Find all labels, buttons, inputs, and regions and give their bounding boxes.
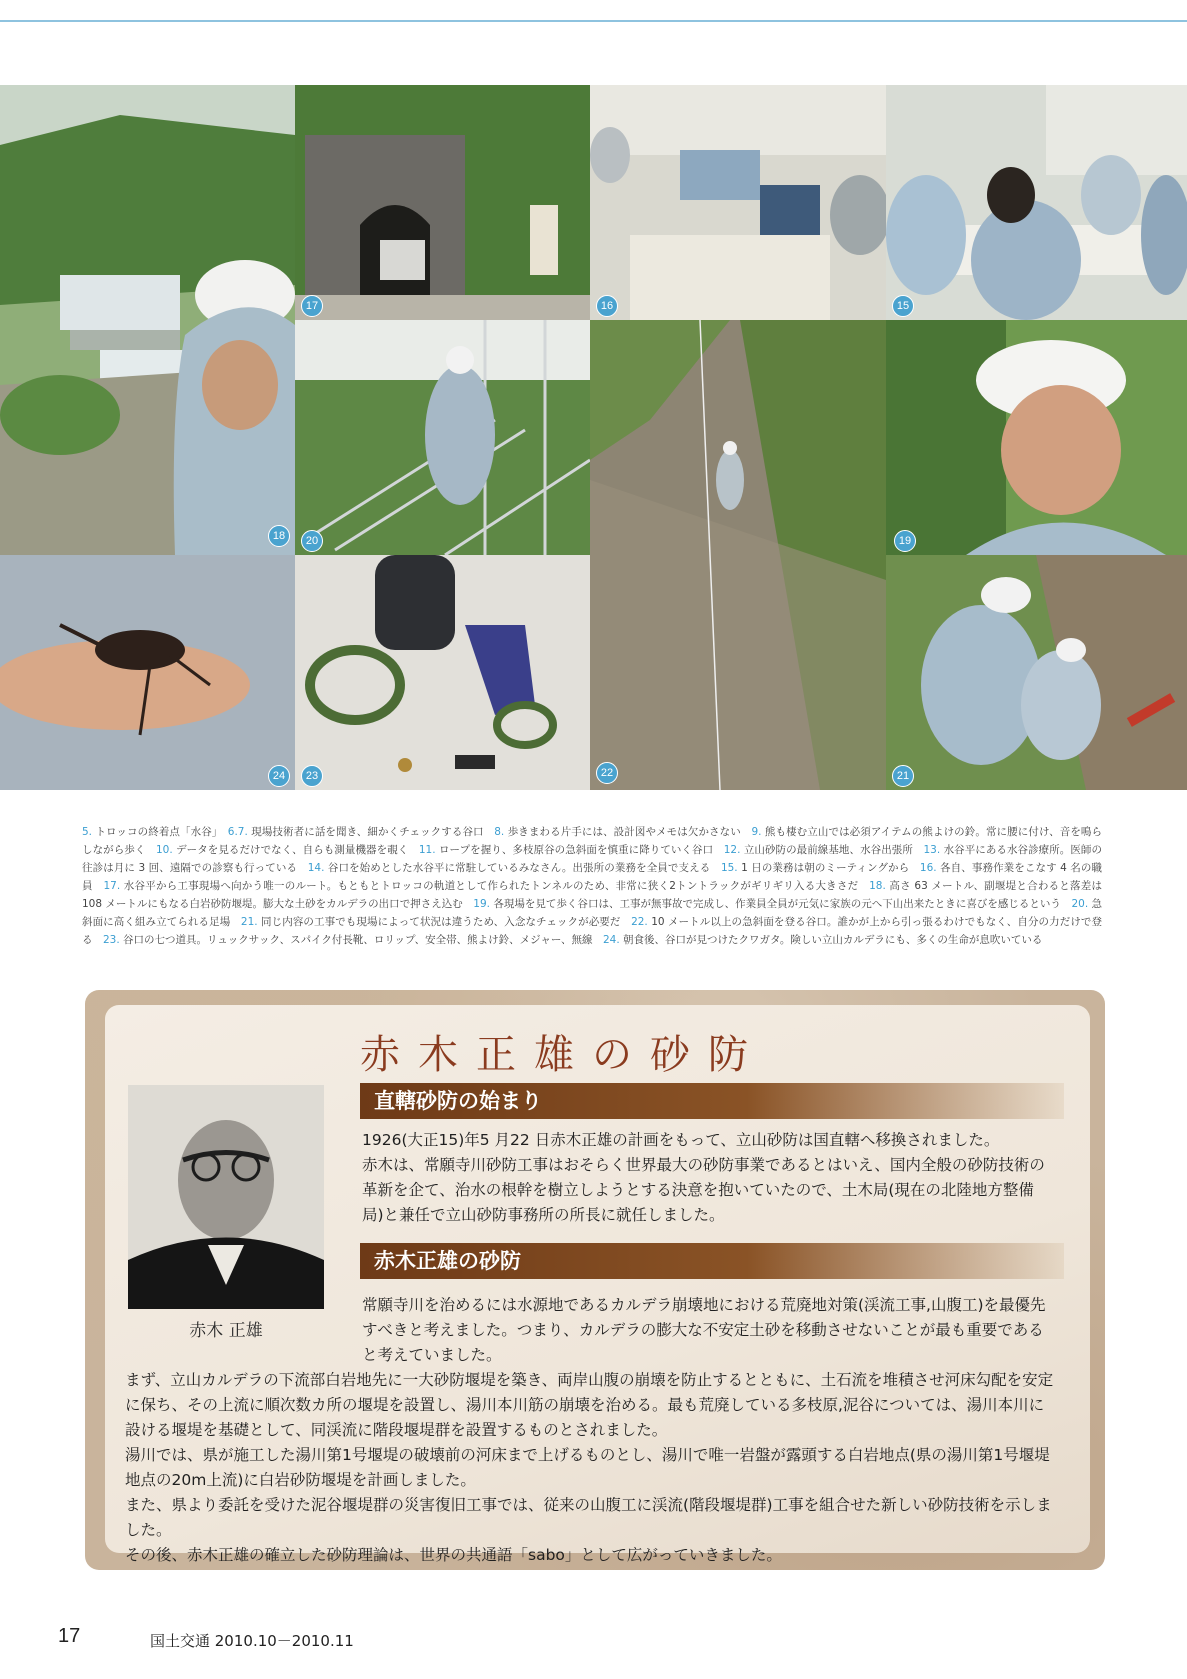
caption-number: 20. xyxy=(1071,898,1092,910)
caption-text: 立山砂防の最前線基地、水谷出張所 xyxy=(743,844,924,856)
photo-site-check xyxy=(886,555,1187,790)
photo-dam-worker xyxy=(0,85,295,555)
caption-text: 水谷平から工事現場へ向かう唯一のルート。もともとトロッコの軌道として作られたトンネルのため、非常に狭く2トントラックがギリギリ入る大きさだ xyxy=(123,880,870,892)
photo-scaffolding-image xyxy=(295,320,590,555)
photo-stag-beetle xyxy=(0,555,295,790)
caption-text: 急斜面に高く組み立てられる足場 xyxy=(82,898,1103,928)
photo-site-check-image xyxy=(886,555,1187,790)
caption-text: ロープを握り、多枝原谷の急斜面を慎重に降りていく谷口 xyxy=(438,844,724,856)
caption-number: 16. xyxy=(919,862,941,874)
photo-number-badge: 22 xyxy=(596,762,618,784)
caption-number: 12. xyxy=(723,844,744,856)
caption-number: 13. xyxy=(923,844,944,856)
caption-text: 1 日の業務は朝のミーティングから xyxy=(741,862,920,874)
caption-text: 朝食後、谷口が見つけたクワガタ。険しい立山カルデラにも、多くの生命が息吹いている xyxy=(623,934,1053,946)
caption-text: 谷口を始めとした水谷平に常駐しているみなさん。出張所の業務を全員で支える xyxy=(327,862,721,874)
caption-text: 高さ 63 メートル、副堰堤と合わると落差は 108 メートルにもなる白岩砂防堰堤。膨大な土砂をカルデラの出口で押さえ込む xyxy=(82,880,1103,910)
caption-text: 各現場を見て歩く谷口は、工事が無事故で完成し、作業員全員が元気に家族の元へ下山出来たときに喜びを感じるという xyxy=(493,898,1072,910)
section2-body xyxy=(125,1368,1055,1568)
photo-number-badge: 16 xyxy=(596,295,618,317)
photo-worker-helmet xyxy=(886,320,1187,555)
caption-number: 24. xyxy=(603,934,624,946)
photo-captions xyxy=(82,823,1102,949)
caption-number: 15. xyxy=(720,862,742,874)
portrait-caption: 赤木 正雄 xyxy=(189,1321,263,1341)
caption-text: データを見るだけでなく、自らも測量機器を覗く xyxy=(176,844,419,856)
caption-number: 10. xyxy=(155,844,177,856)
photo-office-desk xyxy=(590,85,886,320)
feature-title: 赤木正雄の砂防 xyxy=(360,1032,766,1078)
photo-slope-image xyxy=(590,320,886,790)
caption-number: 14. xyxy=(307,862,328,874)
photo-number-badge: 20 xyxy=(301,530,323,552)
caption-number: 17. xyxy=(103,880,124,892)
caption-number: 8. xyxy=(494,826,508,838)
photo-dam-image xyxy=(0,85,295,555)
caption-text: 歩きまわる片手には、設計図やメモは欠かさない xyxy=(507,826,752,838)
section2-intro xyxy=(362,1293,1052,1368)
caption-text: 10 メートル以上の急斜面を登る谷口。誰かが上から引っ張るわけでもなく、自分の力だけで登る xyxy=(82,916,1102,946)
portrait-image xyxy=(128,1085,324,1309)
caption-number: 23. xyxy=(103,934,124,946)
photo-tunnel xyxy=(295,85,590,320)
top-rule xyxy=(0,20,1187,22)
photo-number-badge: 21 xyxy=(892,765,914,787)
photo-tunnel-image xyxy=(295,85,590,320)
photo-slope-climb xyxy=(590,320,886,790)
portrait-photo xyxy=(128,1085,324,1309)
caption-text: 水谷平にある水谷診療所。医師の往診は月に 3 回、遠隔での診察も行っている xyxy=(82,844,1102,874)
caption-number: 11. xyxy=(418,844,439,856)
caption-number: 22. xyxy=(631,916,652,928)
photo-worker-image xyxy=(886,320,1187,555)
caption-text: 同じ内容の工事でも現場によって状況は違うため、入念なチェックが必要だ xyxy=(261,916,632,928)
paragraph: 湯川では、県が施工した湯川第1号堰堤の破壊前の河床まで上げるものとし、湯川で唯一岩盤が露頭する白岩地点(県の湯川第1号堰堤地点の20m上流)に白岩砂防堰堤を計画しました。 xyxy=(125,1446,1050,1489)
caption-number: 5. xyxy=(82,826,96,838)
photo-scaffolding xyxy=(295,320,590,555)
photo-number-badge: 19 xyxy=(894,530,916,552)
paragraph: まず、立山カルデラの下流部白岩地先に一大砂防堰堤を築き、両岸山腹の崩壊を防止するとともに、土石流を堆積させ河床勾配を安定に保ち、その上流に順次数カ所の堰堤を設置し、湯川本川筋の崩壊を治める。最も荒廃している多枝原,泥谷については、湯川本川に設ける堰堤を基礎として、同渓流に階段堰堤群を設置するものとされました。 xyxy=(125,1371,1054,1439)
paragraph: 赤木は、常願寺川砂防工事はおそらく世界最大の砂防事業であるとはいえ、国内全般の砂防技術の革新を企て、治水の根幹を樹立しようとする決意を抱いていたので、土木局(現在の北陸地方整備局)と兼任で立山砂防事務所の所長に就任しました。 xyxy=(362,1156,1045,1224)
caption-number: 21. xyxy=(240,916,262,928)
photo-number-badge: 24 xyxy=(268,765,290,787)
photo-number-badge: 15 xyxy=(892,295,914,317)
caption-number: 9. xyxy=(751,826,765,838)
section-heading-origin: 直轄砂防の始まり xyxy=(360,1083,1064,1119)
caption-text: 各自、事務作業をこなす 4 名の職員 xyxy=(82,862,1103,892)
caption-number: 18. xyxy=(869,880,890,892)
paragraph: 1926(大正15)年5 月22 日赤木正雄の計画をもって、立山砂防は国直轄へ移換されました。 xyxy=(362,1131,1000,1149)
photo-number-badge: 18 xyxy=(268,525,290,547)
photo-tools xyxy=(295,555,590,790)
photo-grid xyxy=(0,85,1187,790)
page-number: 17 xyxy=(58,1625,81,1647)
photo-office-image xyxy=(590,85,886,320)
caption-text: トロッコの終着点「水谷」 xyxy=(95,826,228,838)
caption-text: 谷口の七つ道具。リュックサック、スパイク付長靴、ロリップ、安全帯、熊よけ鈴、メジャー、無線 xyxy=(123,934,603,946)
magazine-issue: 国土交通 2010.10－2010.11 xyxy=(150,1632,354,1650)
paragraph: 常願寺川を治めるには水源地であるカルデラ崩壊地における荒廃地対策(渓流工事,山腹工)を最優先すべきと考えました。つまり、カルデラの膨大な不安定土砂を移動させないことが最も重要であると考えていました。 xyxy=(362,1296,1046,1364)
photo-meeting xyxy=(886,85,1187,320)
photo-beetle-image xyxy=(0,555,295,790)
caption-number: 19. xyxy=(473,898,494,910)
photo-number-badge: 17 xyxy=(301,295,323,317)
photo-tools-image xyxy=(295,555,590,790)
photo-number-badge: 23 xyxy=(301,765,323,787)
paragraph: また、県より委託を受けた泥谷堰堤群の災害復旧工事では、従来の山腹工に渓流(階段堰堤群)工事を組合せた新しい砂防技術を示しました。 xyxy=(125,1496,1052,1539)
caption-text: 現場技術者に話を聞き、細かくチェックする谷口 xyxy=(251,826,495,838)
caption-text: 熊も棲む立山では必須アイテムの熊よけの鈴。常に腰に付け、音を鳴らしながら歩く xyxy=(82,826,1103,856)
section-heading-akagi: 赤木正雄の砂防 xyxy=(360,1243,1064,1279)
paragraph: その後、赤木正雄の確立した砂防理論は、世界の共通語「sabo」として広がっていきました。 xyxy=(125,1546,782,1564)
section1-body xyxy=(362,1128,1052,1228)
caption-number: 6.7. xyxy=(227,826,252,838)
photo-meeting-image xyxy=(886,85,1187,320)
